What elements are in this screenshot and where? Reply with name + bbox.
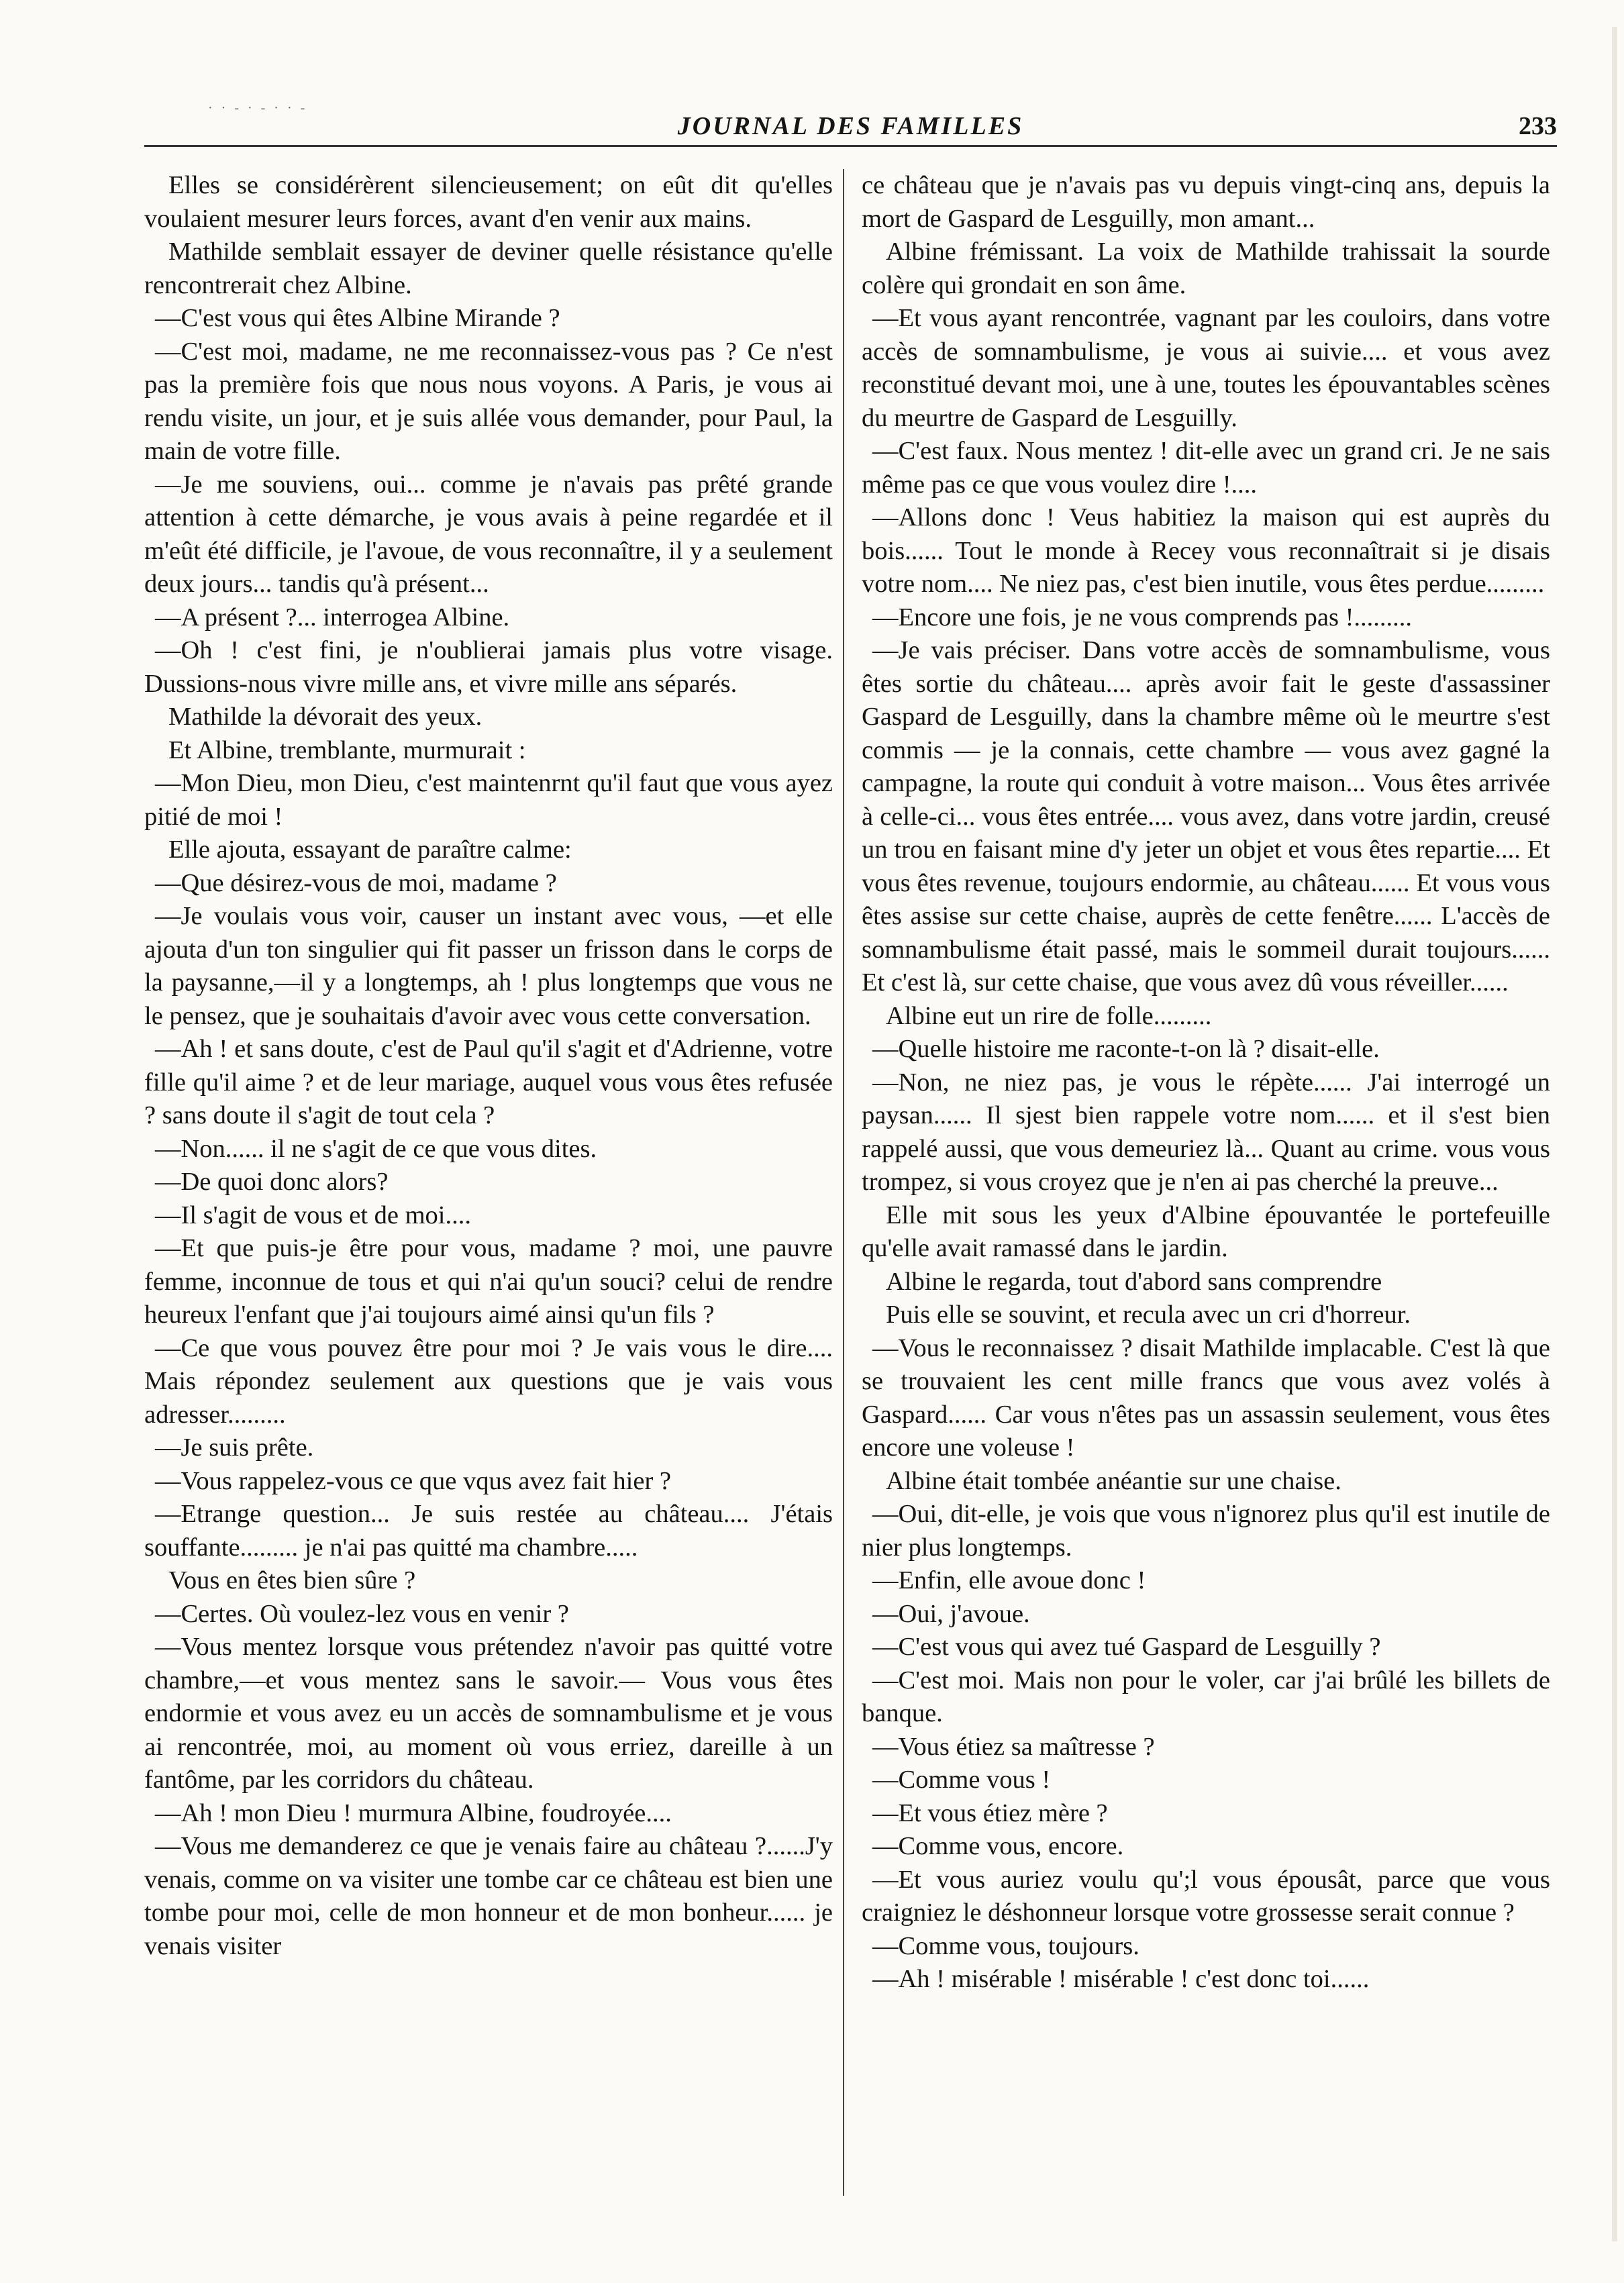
paragraph: —De quoi donc alors? — [155, 1168, 389, 1196]
header-rule — [144, 145, 1557, 147]
paragraph: Mathilde semblait essayer de deviner quelle résistance qu'elle rencontrerait chez Albine. — [144, 238, 833, 299]
running-header — [144, 107, 1557, 149]
header-ornament: · · - · - · · - — [208, 101, 308, 115]
paragraph: —Non...... il ne s'agit de ce que vous dites. — [155, 1134, 597, 1163]
paragraph: Puis elle se souvint, et recula avec un cri d'horreur. — [886, 1301, 1411, 1329]
paragraph: —Et que puis-je être pour vous, madame ? moi, une pauvre femme, inconnue de tous et qui n'ai qu'un souci? celui de rendre heureux l'enfant que j'ai toujours aimé ainsi qu'un fils ? — [144, 1234, 833, 1329]
paragraph: —Enfin, elle avoue donc ! — [872, 1566, 1146, 1594]
paragraph: —Vous étiez sa maîtresse ? — [872, 1732, 1155, 1761]
paragraph: —Je voulais vous voir, causer un instant avec vous, —et elle ajouta d'un ton singulier qui fit passer un frisson dans le corps de la paysanne,—il y a longtemps, ah ! plus longtemps que vous ne le pensez, que je souhaitais d'avoir avec vous cette conversation. — [144, 902, 833, 1030]
paragraph: Elle ajouta, essayant de paraître calme: — [168, 835, 572, 864]
paragraph: —Il s'agit de vous et de moi.... — [155, 1201, 472, 1229]
paragraph: —Comme vous, toujours. — [872, 1931, 1139, 1960]
paragraph: Elle mit sous les yeux d'Albine épouvantée le portefeuille qu'elle avait ramassé dans le jardin. — [862, 1201, 1550, 1262]
paragraph: Vous en êtes bien sûre ? — [168, 1566, 416, 1594]
paragraph: —Oui, dit-elle, je vois que vous n'ignorez plus qu'il est inutile de nier plus longtemps. — [862, 1500, 1550, 1562]
paragraph: —Et vous auriez voulu qu';l vous épousât, parce que vous craigniez le déshonneur lorsque votre grossesse serait connue ? — [862, 1865, 1550, 1927]
paragraph: —Je me souviens, oui... comme je n'avais pas prêté grande attention à cette démarche, je vous avais à peine regardée et il m'eût été difficile, je l'avoue, de vous reconnaître, il y a seulement deux jours... tandis qu'à présent... — [144, 470, 833, 598]
paragraph: —Je suis prête. — [155, 1433, 314, 1462]
paragraph: —Etrange question... Je suis restée au château.... J'étais souffante......... je n'ai pas quitté ma chambre..... — [144, 1500, 833, 1562]
paragraph: —Certes. Où voulez-lez vous en venir ? — [155, 1599, 569, 1628]
paragraph: Mathilde la dévorait des yeux. — [168, 703, 483, 731]
paragraph: Elles se considérèrent silencieusement; on eût dit qu'elles voulaient mesurer leurs forces, avant d'en venir aux mains. — [144, 171, 833, 233]
column-divider — [843, 169, 844, 2196]
paragraph: Albine le regarda, tout d'abord sans comprendre — [886, 1267, 1382, 1296]
paragraph: —C'est faux. Nous mentez ! dit-elle avec un grand cri. Je ne sais même pas ce que vous voulez dire !.... — [862, 437, 1550, 499]
paragraph: —Ce que vous pouvez être pour moi ? Je vais vous le dire.... Mais répondez seulement aux questions que je vais vous adresser......... — [144, 1333, 833, 1429]
paragraph: —Vous le reconnaissez ? disait Mathilde implacable. C'est là que se trouvaient les cent mille francs que vous avez volés à Gaspard...... Car vous n'êtes pas un assassin seulement, vous êtes encore une voleuse ! — [862, 1333, 1550, 1462]
paragraph: —C'est moi, madame, ne me reconnaissez-vous pas ? Ce n'est pas la première fois que nous nous voyons. A Paris, je vous ai rendu visite, un jour, et je suis allée vous demander, pour Paul, la main de votre fille. — [144, 337, 833, 465]
paragraph: Albine était tombée anéantie sur une chaise. — [886, 1466, 1341, 1495]
paragraph: —C'est vous qui avez tué Gaspard de Lesguilly ? — [872, 1633, 1381, 1661]
paragraph: —Et vous étiez mère ? — [872, 1798, 1108, 1827]
right-column — [862, 169, 1550, 2216]
paragraph: —Vous rappelez-vous ce que vqus avez fait hier ? — [155, 1466, 672, 1495]
paragraph: ce château que je n'avais pas vu depuis vingt-cinq ans, depuis la mort de Gaspard de Lesguilly, mon amant... — [862, 171, 1550, 233]
paragraph: —A présent ?... interrogea Albine. — [155, 603, 510, 631]
paragraph: Albine frémissant. La voix de Mathilde trahissait la sourde colère qui grondait en son âme. — [862, 238, 1550, 299]
paragraph: —Non, ne niez pas, je vous le répète...... J'ai interrogé un paysan...... Il sjest bien rappele votre nom...... et il s'est bien rappelé aussi, que vous demeuriez là... Quant au crime. vous vous trompez, si vous croyez que je n'en ai pas cherché la preuve... — [862, 1068, 1550, 1196]
page-edge — [1612, 27, 1617, 2241]
paragraph: Albine eut un rire de folle......... — [886, 1001, 1212, 1030]
paragraph: —Que désirez-vous de moi, madame ? — [155, 868, 557, 897]
paragraph: —Ah ! misérable ! misérable ! c'est donc toi...... — [872, 1965, 1370, 1993]
paragraph: —Vous mentez lorsque vous prétendez n'avoir pas quitté votre chambre,—et vous mentez sans le savoir.— Vous vous êtes endormie et vous avez eu un accès de somnambulisme et je vous ai rencontrée, moi, au moment où vous erriez, dareille à un fantôme, par les corridors du château. — [144, 1633, 833, 1794]
paragraph: —Oh ! c'est fini, je n'oublierai jamais plus votre visage. Dussions-nous vivre mille ans, et vivre mille ans séparés. — [144, 636, 833, 698]
paragraph: —Allons donc ! Veus habitiez la maison qui est auprès du bois...... Tout le monde à Recey vous reconnaîtrait si je disais votre nom.... Ne niez pas, c'est bien inutile, vous êtes perdue......... — [862, 503, 1550, 598]
journal-title: JOURNAL DES FAMILLES — [677, 112, 1024, 140]
paragraph: —Et vous ayant rencontrée, vagnant par les couloirs, dans votre accès de somnambulisme, je vous ai suivie.... et vous avez reconstitué devant moi, une à une, toutes les épouvantables scènes du meurtre de Gaspard de Lesguilly. — [862, 304, 1550, 432]
left-column — [144, 169, 833, 2216]
paragraph: —Comme vous ! — [872, 1766, 1051, 1794]
paragraph: —Quelle histoire me raconte-t-on là ? disait-elle. — [872, 1035, 1380, 1063]
paragraph: —Comme vous, encore. — [872, 1832, 1124, 1860]
page-number: 233 — [1519, 112, 1557, 140]
paragraph: —Encore une fois, je ne vous comprends pas !......... — [872, 603, 1413, 631]
paragraph: —Ah ! et sans doute, c'est de Paul qu'il s'agit et d'Adrienne, votre fille qu'il aime ? et de leur mariage, auquel vous vous êtes refusée ? sans doute il s'agit de tout cela ? — [144, 1035, 833, 1129]
paragraph: —Oui, j'avoue. — [872, 1599, 1030, 1628]
paragraph: Et Albine, tremblante, murmurait : — [168, 735, 526, 764]
paragraph: —C'est vous qui êtes Albine Mirande ? — [155, 304, 560, 332]
paragraph: —Je vais préciser. Dans votre accès de somnambulisme, vous êtes sortie du château.... après avoir fait le geste d'assassiner Gaspard de Lesguilly, dans la chambre même où le meurtre s'est commis — je la connais, cette chambre — vous avez gagné la campagne, la route qui conduit à votre maison... Vous êtes arrivée à celle-ci... vous êtes entrée.... vous avez, dans votre jardin, creusé un trou en faisant mine d'y jeter un objet et vous êtes repartie.... Et vous êtes revenue, toujours endormie, au château...... Et vous vous êtes assise sur cette chaise, auprès de cette fenêtre...... L'accès de somnambulisme était passé, mais le sommeil durait toujours...... Et c'est là, sur cette chaise, que vous avez dû vous réveiller...... — [862, 636, 1550, 997]
paragraph: —Ah ! mon Dieu ! murmura Albine, foudroyée.... — [155, 1798, 672, 1827]
paragraph: —Vous me demanderez ce que je venais faire au château ?......J'y venais, comme on va visiter une tombe car ce château est bien une tombe pour moi, celle de mon honneur et de mon bonheur...... je venais visiter — [144, 1832, 833, 1960]
paragraph: —C'est moi. Mais non pour le voler, car j'ai brûlé les billets de banque. — [862, 1666, 1550, 1727]
paragraph: —Mon Dieu, mon Dieu, c'est maintenrnt qu'il faut que vous ayez pitié de moi ! — [144, 769, 833, 831]
